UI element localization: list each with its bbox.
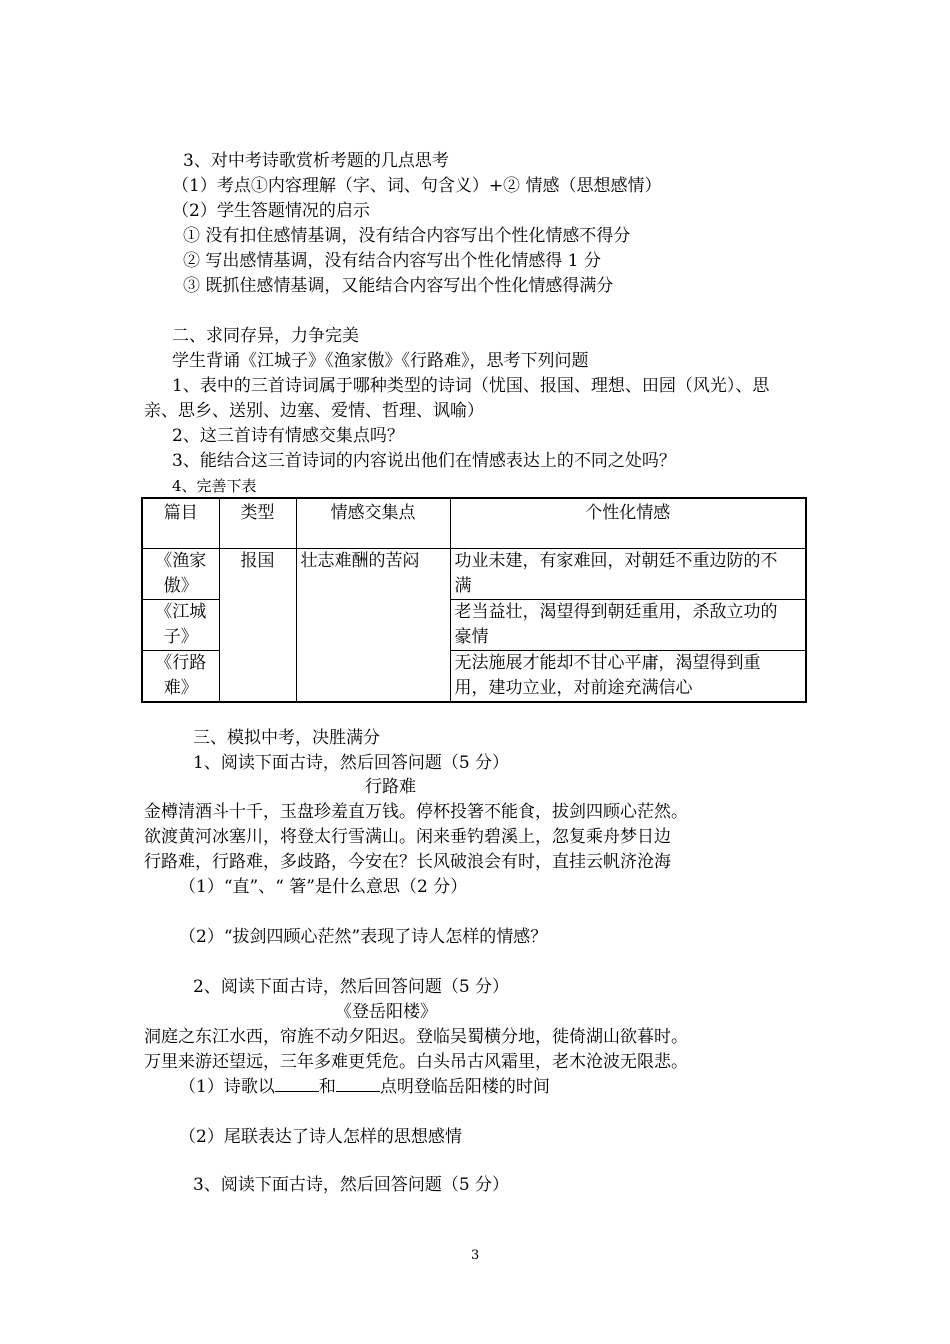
personal-emotion-text: 老当益壮，渴望得到朝廷重用，杀敌立功的	[454, 602, 778, 622]
personal-emotion-text: 用，建功立业，对前途充满信心	[454, 678, 693, 698]
poem-1-question-2: （2）“拔剑四顾心茫然”表现了诗人怎样的情感？	[179, 927, 548, 947]
question-text: 点明登临岳阳楼的时间	[379, 1077, 550, 1097]
table-row	[142, 549, 806, 600]
section2-intro: 学生背诵《江城子》《渔家傲》《行路难》，思考下列问题	[172, 351, 589, 371]
question-2: 2、这三首诗有情感交集点吗？	[172, 426, 404, 446]
question-text: （1）诗歌以	[179, 1077, 275, 1097]
poem-1-line-2: 欲渡黄河冰塞川，将登太行雪满山。闲来垂钓碧溪上，忽复乘舟梦日边	[144, 827, 671, 847]
section2-heading: 二、求同存异，力争完美	[172, 326, 359, 346]
exercise-1-title: 1、阅读下面古诗，然后回答问题（5 分）	[193, 753, 510, 773]
poem-title-cell	[142, 600, 219, 651]
personal-emotion-text: 无法施展才能却不甘心平庸，渴望得到重	[454, 653, 761, 673]
personal-emotion-text: 功业未建，有家难回，对朝廷不重边防的不	[454, 551, 778, 571]
question-3: 3、能结合这三首诗词的内容说出他们在情感表达上的不同之处吗？	[172, 451, 676, 471]
question-text: 和	[318, 1077, 336, 1097]
poem-1-title: 行路难	[365, 777, 416, 797]
header-common-emotion: 情感交集点	[296, 498, 450, 549]
header-type: 类型	[219, 498, 296, 549]
poem-comparison-table	[141, 497, 807, 703]
type-value: 报国	[240, 551, 275, 571]
poem-title-part: 傲》	[163, 576, 198, 596]
poem-2-line-1: 洞庭之东江水西，帘旌不动夕阳迟。登临吴蜀横分地，徙倚湖山欲暮时。	[144, 1027, 688, 1047]
common-emotion-cell	[296, 549, 450, 703]
table-header-row	[142, 498, 806, 549]
student-answer-line: （2）学生答题情况的启示	[172, 201, 370, 221]
exam-point-line: （1）考点①内容理解（字、词、句含义）+② 情感（思想感情）	[172, 176, 662, 196]
exercise-3-title: 3、阅读下面古诗，然后回答问题（5 分）	[193, 1175, 510, 1195]
header-title: 篇目	[142, 498, 219, 549]
header-personal-emotion: 个性化情感	[450, 498, 806, 549]
answer-blank[interactable]	[336, 1075, 380, 1092]
question-4: 4、完善下表	[172, 477, 257, 495]
poem-title-part: 《行路	[155, 653, 207, 673]
type-cell	[219, 549, 296, 703]
poem-1-question-1: （1）“直”、“ 箸”是什么意思（2 分）	[179, 877, 468, 897]
exercise-2-title: 2、阅读下面古诗，然后回答问题（5 分）	[193, 977, 510, 997]
poem-title-part: 《江城	[155, 602, 207, 622]
common-emotion-value: 壮志难酬的苦闷	[300, 551, 420, 571]
poem-2-title: 《登岳阳楼》	[335, 1002, 437, 1022]
poem-2-question-2: （2）尾联表达了诗人怎样的思想感情	[179, 1127, 462, 1147]
personal-emotion-cell	[450, 651, 806, 703]
personal-emotion-text: 满	[454, 576, 472, 596]
poem-2-question-1	[179, 1075, 550, 1099]
personal-emotion-cell	[450, 549, 806, 600]
poem-title-cell	[142, 549, 219, 600]
poem-title-part: 难》	[163, 678, 198, 698]
poem-title-cell	[142, 651, 219, 703]
scoring-item-3: ③ 既抓住感情基调，又能结合内容写出个性化情感得满分	[183, 276, 614, 296]
personal-emotion-cell	[450, 600, 806, 651]
question-1-line-1: 1、表中的三首诗词属于哪种类型的诗词（忧国、报国、理想、田园（风光）、思	[172, 376, 770, 396]
scoring-item-1: ① 没有扣住感情基调，没有结合内容写出个性化情感不得分	[183, 226, 631, 246]
section3-heading: 三、模拟中考，决胜满分	[193, 728, 380, 748]
page-number: 3	[471, 1248, 480, 1263]
poem-1-line-1: 金樽清酒斗十千，玉盘珍羞直万钱。停杯投箸不能食，拔剑四顾心茫然。	[144, 802, 688, 822]
question-1-line-2: 亲、思乡、送别、边塞、爱情、哲理、讽喻）	[144, 401, 484, 421]
poem-title-part: 子》	[163, 627, 198, 647]
poem-1-line-3: 行路难，行路难，多歧路，今安在？长风破浪会有时，直挂云帆济沧海	[144, 852, 671, 872]
poem-title-part: 《渔家	[155, 551, 207, 571]
poem-2-line-2: 万里来游还望远，三年多难更凭危。白头吊古风霜里，老木沧波无限悲。	[144, 1052, 688, 1072]
personal-emotion-text: 豪情	[454, 627, 489, 647]
scoring-item-2: ② 写出感情基调，没有结合内容写出个性化情感得 1 分	[183, 251, 602, 271]
section1-heading: 3、对中考诗歌赏析考题的几点思考	[183, 151, 449, 171]
answer-blank[interactable]	[275, 1075, 319, 1092]
